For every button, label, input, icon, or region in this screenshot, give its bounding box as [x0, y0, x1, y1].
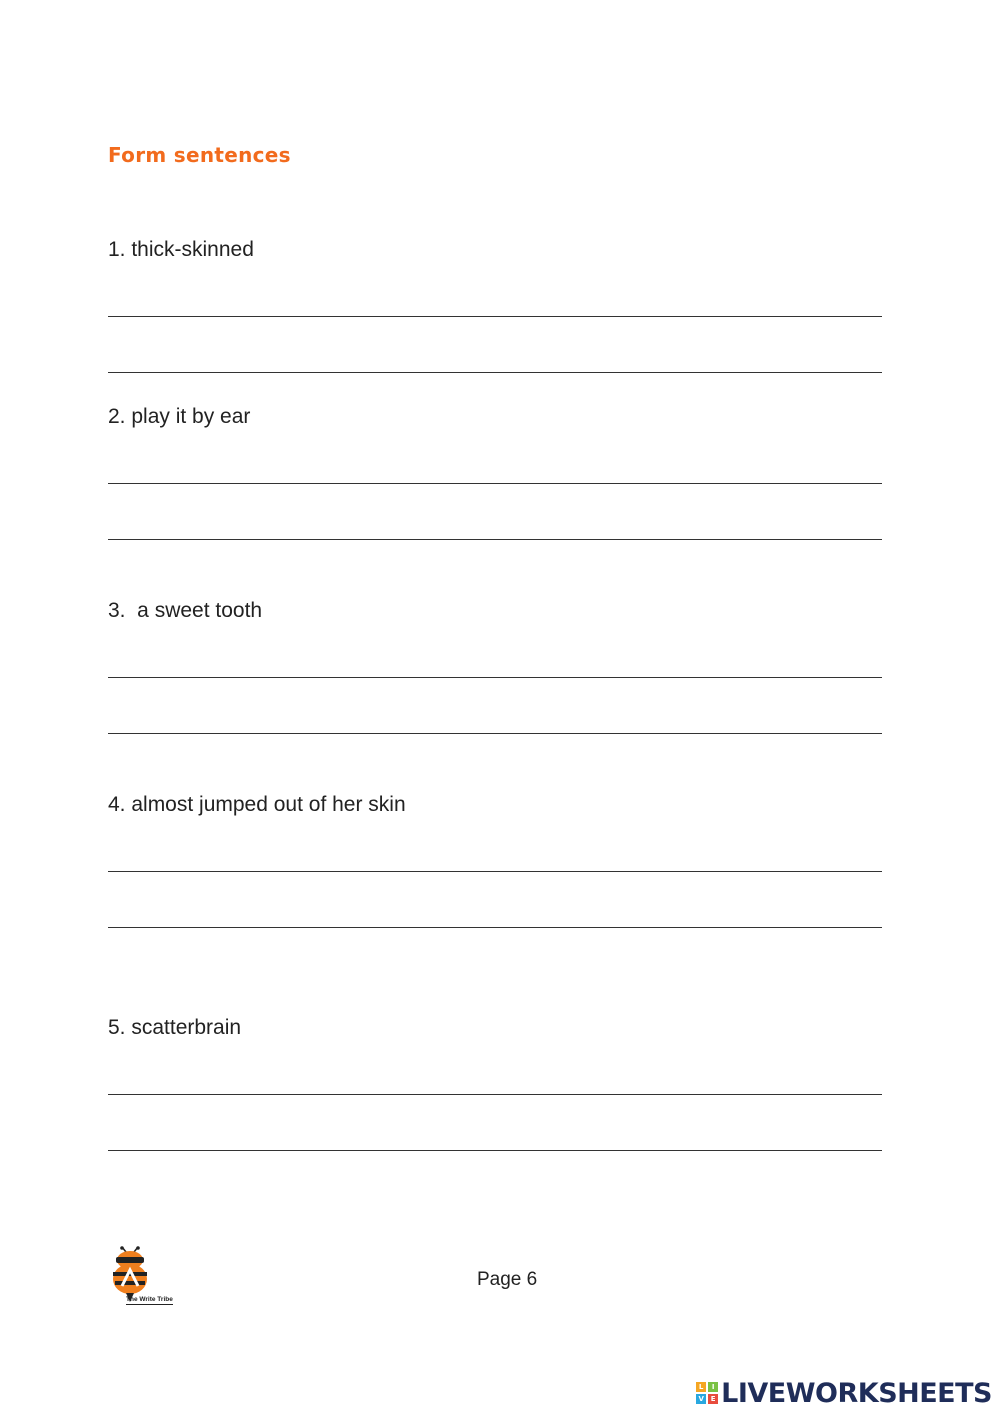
brand-square: E — [708, 1394, 718, 1404]
answer-line[interactable] — [108, 1150, 882, 1151]
page-number: Page 6 — [477, 1269, 538, 1290]
answer-line[interactable] — [108, 372, 882, 373]
answer-line[interactable] — [108, 927, 882, 928]
answer-line[interactable] — [108, 871, 882, 872]
answer-line[interactable] — [108, 733, 882, 734]
prompt-1: 1. thick-skinned — [108, 238, 254, 261]
answer-line[interactable] — [108, 677, 882, 678]
prompt-4: 4. almost jumped out of her skin — [108, 793, 406, 816]
brand-square: V — [696, 1394, 706, 1404]
liveworksheets-brand[interactable] — [696, 1376, 992, 1410]
answer-line[interactable] — [108, 539, 882, 540]
brand-square: I — [708, 1382, 718, 1392]
answer-line[interactable] — [108, 1094, 882, 1095]
brand-square: L — [696, 1382, 706, 1392]
answer-line[interactable] — [108, 316, 882, 317]
worksheet-title: Form sentences — [108, 143, 291, 167]
prompt-5: 5. scatterbrain — [108, 1016, 242, 1039]
answer-line[interactable] — [108, 483, 882, 484]
logo-text: The Write Tribe — [126, 1296, 173, 1303]
brand-squares-icon — [696, 1382, 718, 1404]
prompt-2: 2. play it by ear — [108, 405, 251, 428]
prompt-3: 3. a sweet tooth — [108, 599, 263, 622]
brand-name: LIVEWORKSHEETS — [721, 1377, 992, 1409]
